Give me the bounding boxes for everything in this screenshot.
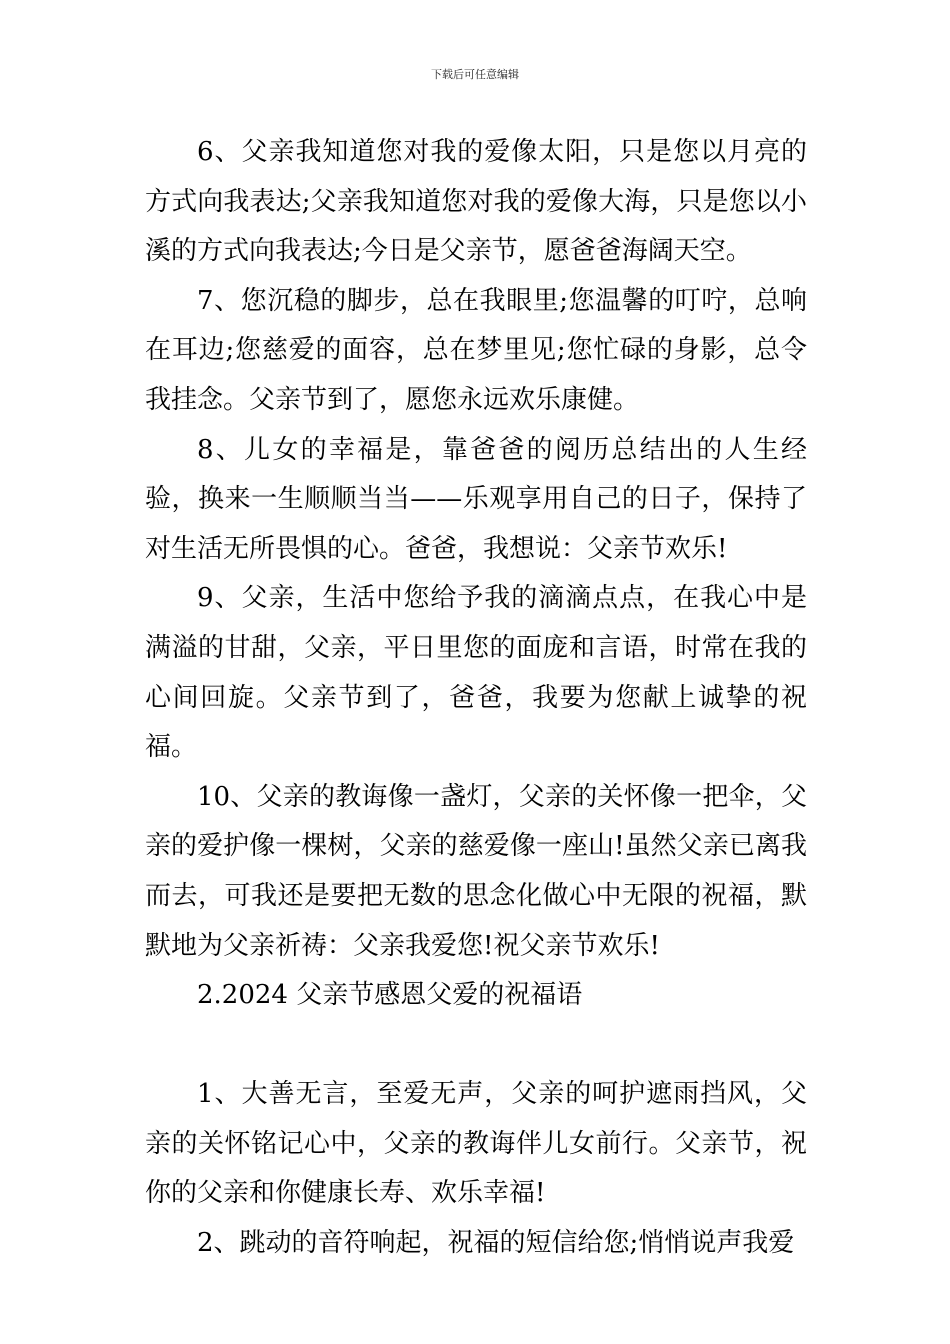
section-title: 2.2024 父亲节感恩父爱的祝福语: [197, 980, 583, 1011]
paragraph-9: 9、父亲，生活中您给予我的滴滴点点，在我心中是满溢的甘甜，父亲，平日里您的面庞和言语，时常在我的心间回旋。父亲节到了，爸爸，我要为您献上诚挚的祝福。: [145, 583, 807, 763]
header-note: 下载后可任意编辑: [431, 68, 519, 81]
paragraph-6: 6、父亲我知道您对我的爱像太阳，只是您以月亮的方式向我表达;父亲我知道您对我的爱像大海，只是您以小溪的方式向我表达;今日是父亲节，愿爸爸海阔天空。: [145, 137, 807, 267]
paragraph-2: 2、跳动的音符响起，祝福的短信给您;悄悄说声我爱: [197, 1228, 795, 1259]
paragraph-7: 7、您沉稳的脚步，总在我眼里;您温馨的叮咛，总响在耳边;您慈爱的面容，总在梦里见;您忙碌的身影，总令我挂念。父亲节到了，愿您永远欢乐康健。: [145, 285, 807, 415]
document-body: [145, 128, 807, 1269]
paragraph-1: 1、大善无言，至爱无声，父亲的呵护遮雨挡风，父亲的关怀铭记心中，父亲的教诲伴儿女前行。父亲节，祝你的父亲和你健康长寿、欢乐幸福!: [145, 1079, 807, 1209]
paragraph-10: 10、父亲的教诲像一盏灯，父亲的关怀像一把伞，父亲的爱护像一棵树，父亲的慈爱像一座山!虽然父亲已离我而去，可我还是要把无数的思念化做心中无限的祝福，默默地为父亲祈祷：父亲我爱您!祝父亲节欢乐!: [145, 781, 807, 961]
paragraph-8: 8、儿女的幸福是，靠爸爸的阅历总结出的人生经验，换来一生顺顺当当——乐观享用自己的日子，保持了对生活无所畏惧的心。爸爸，我想说：父亲节欢乐!: [145, 434, 807, 564]
